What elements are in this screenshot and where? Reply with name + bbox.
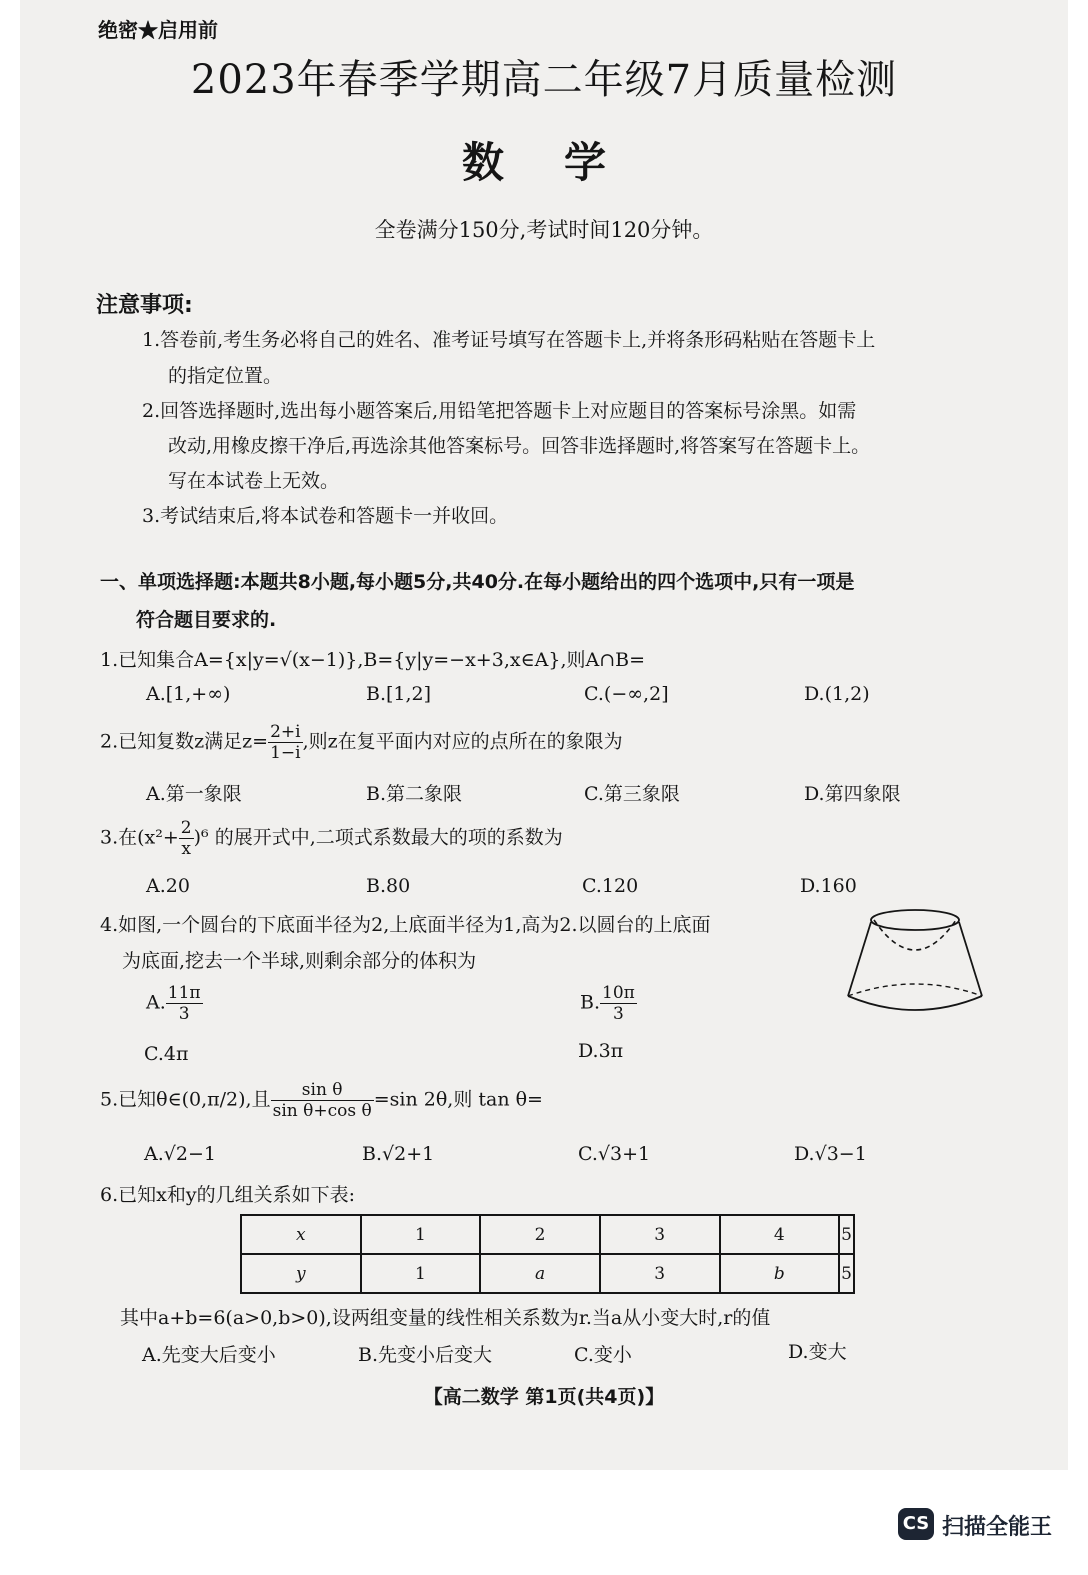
question-1-stem: 1.已知集合A={x|y=√(x−1)},B={y|y=−x+3,x∈A},则A∩B=	[100, 649, 646, 671]
question-1-option-a: A.[1,+∞)	[146, 683, 231, 705]
camscanner-app-name: 扫描全能王	[942, 1515, 1053, 1540]
question-5-stem-suffix: =sin 2θ,则 tan θ=	[373, 1088, 543, 1111]
table-cell: 3	[600, 1215, 720, 1254]
question-3-stem	[100, 818, 563, 859]
notice-item-1-line-1: 1.答卷前,考生务必将自己的姓名、准考证号填写在答题卡上,并将条形码粘贴在答题卡上	[142, 329, 876, 351]
question-4-option-a-fraction	[166, 983, 203, 1024]
hemisphere-dashed-arc	[874, 920, 956, 950]
table-cell: a	[480, 1254, 600, 1293]
question-4-option-b	[580, 983, 637, 1024]
question-3-exponent: )⁶	[193, 826, 209, 849]
question-5-fraction	[271, 1080, 374, 1121]
question-4-option-a-denominator: 3	[178, 1004, 190, 1024]
table-row-y	[241, 1254, 854, 1293]
table-cell: x	[241, 1215, 361, 1254]
question-3-option-d: D.160	[800, 875, 857, 897]
notice-heading: 注意事项:	[96, 293, 193, 318]
question-5-fraction-denominator: sin θ+cos θ	[272, 1101, 372, 1121]
question-4-option-b-numerator: 10π	[602, 983, 635, 1003]
table-cell: b	[720, 1254, 840, 1293]
question-6-option-c: C.变小	[574, 1344, 632, 1366]
frustum-left-edge	[848, 922, 871, 996]
question-6-option-b: B.先变小后变大	[358, 1344, 493, 1366]
question-2-option-d: D.第四象限	[804, 783, 901, 805]
table-row-x	[241, 1215, 854, 1254]
question-4-option-b-denominator: 3	[613, 1004, 624, 1024]
question-1-option-b: B.[1,2]	[366, 683, 432, 705]
question-2-stem-prefix: 2.已知复数z满足z=	[100, 730, 269, 753]
notice-item-2-line-2: 改动,用橡皮擦干净后,再选涂其他答案标号。回答非选择题时,将答案写在答题卡上。	[168, 435, 871, 457]
table-cell: 2	[480, 1215, 600, 1254]
question-6-table	[240, 1214, 855, 1294]
question-3-option-a: A.20	[146, 875, 190, 897]
question-4-option-b-label: B.	[580, 991, 601, 1014]
frustum-figure	[842, 900, 992, 1015]
question-2-option-b: B.第二象限	[366, 783, 463, 805]
question-2-option-a: A.第一象限	[146, 783, 242, 805]
question-4-option-d: D.3π	[578, 1040, 624, 1062]
section-1-heading-line-2: 符合题目要求的.	[136, 609, 277, 631]
question-5-option-c: C.√3+1	[578, 1143, 651, 1165]
question-2-fraction-denominator: 1−i	[270, 743, 301, 763]
exam-title: 2023年春季学期高二年级7月质量检测	[190, 57, 898, 103]
notice-item-1-line-2: 的指定位置。	[168, 365, 283, 387]
question-4-option-c: C.4π	[144, 1043, 189, 1065]
question-2-fraction	[268, 722, 303, 763]
notice-item-3: 3.考试结束后,将本试卷和答题卡一并收回。	[142, 505, 509, 527]
table-cell: 1	[361, 1215, 481, 1254]
question-5-option-b: B.√2+1	[362, 1143, 435, 1165]
question-2-fraction-numerator: 2+i	[270, 722, 301, 742]
frustum-right-edge	[959, 922, 982, 996]
question-2-option-c: C.第三象限	[584, 783, 680, 805]
table-cell: 4	[720, 1215, 840, 1254]
question-2-stem	[100, 722, 623, 763]
question-6-stem: 6.已知x和y的几组关系如下表:	[100, 1184, 355, 1206]
question-2-stem-suffix: ,则z在复平面内对应的点所在的象限为	[302, 730, 623, 753]
camscanner-logo: CS	[898, 1508, 934, 1540]
question-4-option-a	[146, 983, 203, 1024]
notice-item-2-line-1: 2.回答选择题时,选出每小题答案后,用铅笔把答题卡上对应题目的答案标号涂黑。如需	[142, 400, 857, 422]
question-3-fraction-denominator: x	[181, 839, 191, 859]
question-5-fraction-numerator: sin θ	[271, 1080, 374, 1101]
question-4-option-a-numerator: 11π	[167, 983, 201, 1003]
question-4-option-a-label: A.	[146, 991, 166, 1014]
full-score-note: 全卷满分150分,考试时间120分钟。	[374, 218, 714, 242]
notice-item-2-line-3: 写在本试卷上无效。	[168, 470, 340, 492]
question-6-option-d: D.变大	[788, 1341, 847, 1363]
question-5-stem	[100, 1080, 543, 1121]
table-cell: 5	[839, 1254, 854, 1293]
question-5-stem-prefix: 5.已知θ∈(0,π/2),且	[100, 1088, 271, 1111]
frustum-bottom-front-arc	[848, 996, 982, 1010]
question-3-option-c: C.120	[582, 875, 639, 897]
subject-title: 数学	[461, 138, 666, 187]
table-cell: 3	[600, 1254, 720, 1293]
question-3-stem-prefix: 3.在(x²+	[100, 826, 179, 849]
question-6-text: 其中a+b=6(a>0,b>0),设两组变量的线性相关系数为r.当a从小变大时,r的值	[120, 1307, 771, 1329]
table-cell: 5	[839, 1215, 854, 1254]
question-5-option-a: A.√2−1	[144, 1143, 216, 1165]
question-3-option-b: B.80	[366, 875, 411, 897]
question-4-stem-line-2: 为底面,挖去一个半球,则剩余部分的体积为	[122, 950, 477, 972]
table-cell: y	[241, 1254, 361, 1293]
secret-label: 绝密★启用前	[98, 18, 218, 42]
page-footer: 【高二数学 第1页(共4页)】	[423, 1386, 665, 1408]
frustum-top-ellipse	[871, 910, 959, 930]
question-1-option-c: C.(−∞,2]	[584, 683, 669, 705]
question-6-option-a: A.先变大后变小	[142, 1344, 276, 1366]
question-3-stem-suffix: 的展开式中,二项式系数最大的项的系数为	[214, 826, 563, 849]
table-cell: 1	[361, 1254, 481, 1293]
question-4-option-b-fraction	[600, 983, 637, 1024]
question-3-fraction-numerator: 2	[180, 818, 192, 838]
question-5-option-d: D.√3−1	[794, 1143, 867, 1165]
question-1-option-d: D.(1,2)	[804, 683, 870, 705]
question-4-stem-line-1: 4.如图,一个圆台的下底面半径为2,上底面半径为1,高为2.以圆台的上底面	[100, 914, 711, 936]
frustum-bottom-back-arc	[848, 984, 982, 996]
question-3-fraction	[179, 818, 194, 859]
section-1-heading: 一、单项选择题:本题共8小题,每小题5分,共40分.在每小题给出的四个选项中,只有一项是	[100, 571, 855, 593]
